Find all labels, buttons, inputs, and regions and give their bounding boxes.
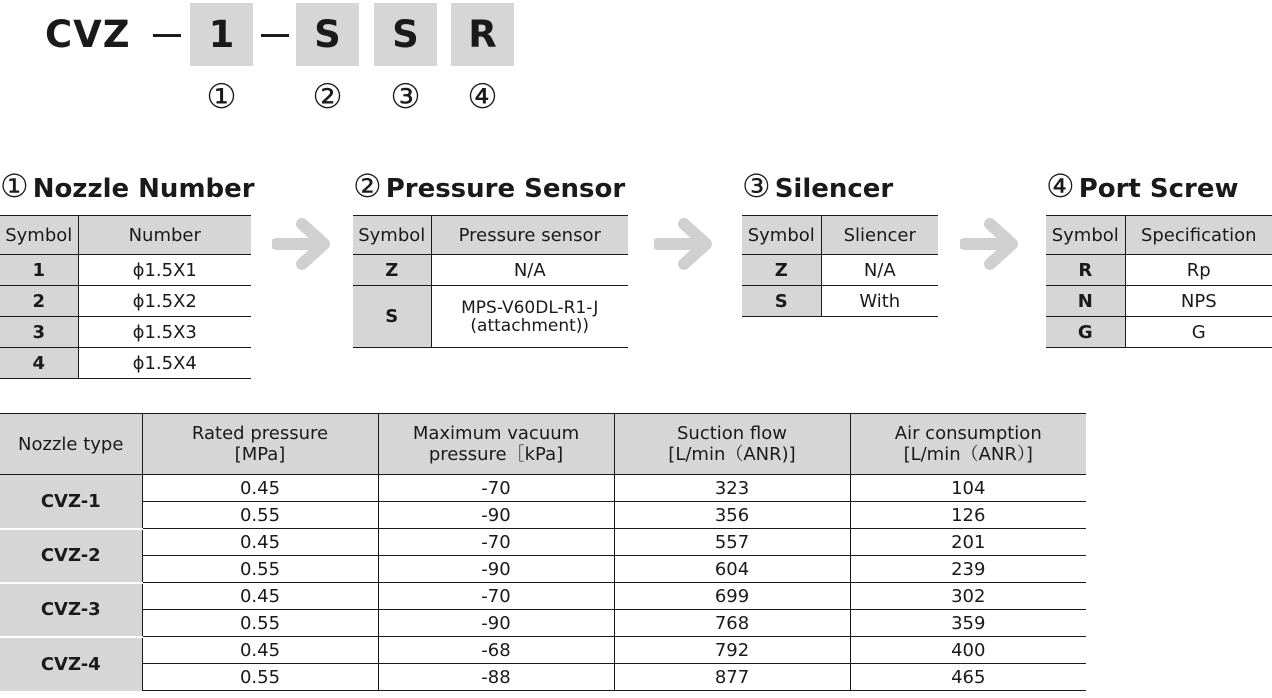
symbol-cell: 4	[0, 348, 78, 379]
rated-pressure-cell: 0.45	[142, 583, 378, 610]
header-line: pressure［kPa]	[428, 444, 564, 465]
column-header-nozzle-type	[0, 414, 142, 475]
value-cell: N/A	[821, 255, 938, 286]
position-number: ②	[312, 77, 343, 117]
column-header: Specification	[1125, 216, 1272, 255]
section-title-port	[1046, 166, 1239, 209]
table-row	[1046, 317, 1272, 348]
table-row	[0, 610, 1086, 637]
value-cell: With	[821, 286, 938, 317]
symbol-cell: 3	[0, 317, 78, 348]
position-number: ④	[467, 77, 498, 117]
model-box-nozzle: 1	[190, 3, 253, 66]
suction-flow-cell: 604	[614, 556, 850, 583]
value-cell: ϕ1.5X2	[78, 286, 251, 317]
rated-pressure-cell: 0.45	[142, 529, 378, 556]
max-vacuum-cell: -90	[378, 556, 614, 583]
suction-flow-cell: 699	[614, 583, 850, 610]
value-cell: N/A	[431, 255, 628, 286]
symbol-cell: R	[1046, 255, 1125, 286]
max-vacuum-cell: -70	[378, 529, 614, 556]
model-prefix: CVZ	[45, 13, 131, 56]
title-text: Port Screw	[1078, 174, 1239, 204]
table-row	[0, 286, 251, 317]
nozzle-type-cell: CVZ-4	[0, 637, 142, 691]
header-line: [L/min（ANR)]	[668, 444, 796, 465]
air-consumption-cell: 239	[850, 556, 1086, 583]
header-line: [MPa]	[234, 444, 286, 465]
value-cell: NPS	[1125, 286, 1272, 317]
rated-pressure-cell: 0.45	[142, 637, 378, 664]
table-row	[0, 664, 1086, 691]
nozzle-type-cell: CVZ-3	[0, 583, 142, 637]
table-row	[0, 348, 251, 379]
symbol-cell: S	[353, 286, 431, 348]
max-vacuum-cell: -90	[378, 502, 614, 529]
suction-flow-cell: 792	[614, 637, 850, 664]
table-row	[0, 556, 1086, 583]
section-title-silencer	[742, 166, 893, 209]
symbol-cell: 2	[0, 286, 78, 317]
column-header: Sliencer	[821, 216, 938, 255]
arrow-right-icon	[272, 216, 332, 272]
symbol-cell: N	[1046, 286, 1125, 317]
table-row	[0, 255, 251, 286]
title-text: Silencer	[774, 174, 894, 204]
value-cell: ϕ1.5X4	[78, 348, 251, 379]
table-row	[353, 255, 628, 286]
column-header: Pressure sensor	[431, 216, 628, 255]
air-consumption-cell: 201	[850, 529, 1086, 556]
value-cell: G	[1125, 317, 1272, 348]
circle-number: ②	[353, 167, 382, 205]
arrow-right-icon	[654, 216, 714, 272]
table-row	[0, 637, 1086, 664]
air-consumption-cell: 400	[850, 637, 1086, 664]
nozzle-type-cell: CVZ-1	[0, 475, 142, 529]
value-cell	[431, 286, 628, 348]
air-consumption-cell: 302	[850, 583, 1086, 610]
suction-flow-cell: 877	[614, 664, 850, 691]
rated-pressure-cell: 0.55	[142, 556, 378, 583]
max-vacuum-cell: -70	[378, 475, 614, 502]
title-text: Pressure Sensor	[385, 174, 626, 204]
value-line: MPS-V60DL-R1-J	[461, 297, 599, 318]
performance-table	[0, 413, 1086, 691]
symbol-cell: 1	[0, 255, 78, 286]
position-number: ③	[390, 77, 421, 117]
rated-pressure-cell: 0.55	[142, 502, 378, 529]
section-title-sensor	[353, 166, 625, 209]
section-title-nozzle	[0, 166, 255, 209]
table-row	[1046, 255, 1272, 286]
port-screw-table	[1046, 215, 1272, 348]
header-line: Nozzle type	[18, 433, 124, 455]
table-row	[0, 502, 1086, 529]
table-row	[742, 255, 938, 286]
max-vacuum-cell: -68	[378, 637, 614, 664]
header-line: [L/min（ANR）]	[903, 444, 1033, 465]
column-header: Symbol	[0, 216, 78, 255]
title-text: Nozzle Number	[32, 174, 255, 204]
column-header: Symbol	[742, 216, 821, 255]
column-header-max-vacuum	[378, 414, 614, 475]
header-line: Air consumption	[894, 423, 1042, 444]
table-row	[1046, 286, 1272, 317]
air-consumption-cell: 359	[850, 610, 1086, 637]
model-box-sensor: S	[296, 3, 359, 66]
circle-number: ④	[1046, 167, 1075, 205]
column-header-air-consumption	[850, 414, 1086, 475]
column-header: Symbol	[353, 216, 431, 255]
value-cell: ϕ1.5X1	[78, 255, 251, 286]
air-consumption-cell: 126	[850, 502, 1086, 529]
header-line: Maximum vacuum	[412, 423, 580, 444]
column-header-rated-pressure	[142, 414, 378, 475]
rated-pressure-cell: 0.45	[142, 475, 378, 502]
table-row	[0, 529, 1086, 556]
nozzle-number-table	[0, 215, 251, 379]
column-header-suction-flow	[614, 414, 850, 475]
nozzle-type-cell: CVZ-2	[0, 529, 142, 583]
air-consumption-cell: 465	[850, 664, 1086, 691]
rated-pressure-cell: 0.55	[142, 610, 378, 637]
silencer-table	[742, 215, 938, 317]
header-line: Suction flow	[676, 423, 787, 444]
suction-flow-cell: 356	[614, 502, 850, 529]
value-cell: ϕ1.5X3	[78, 317, 251, 348]
arrow-right-icon	[960, 216, 1020, 272]
suction-flow-cell: 768	[614, 610, 850, 637]
model-box-silencer: S	[374, 3, 437, 66]
model-box-port: R	[451, 3, 514, 66]
table-row	[353, 286, 628, 348]
dash	[153, 34, 181, 37]
suction-flow-cell: 557	[614, 529, 850, 556]
suction-flow-cell: 323	[614, 475, 850, 502]
value-line: (attachment))	[470, 315, 590, 336]
air-consumption-cell: 104	[850, 475, 1086, 502]
max-vacuum-cell: -88	[378, 664, 614, 691]
max-vacuum-cell: -70	[378, 583, 614, 610]
table-row	[0, 583, 1086, 610]
max-vacuum-cell: -90	[378, 610, 614, 637]
circle-number: ①	[0, 167, 29, 205]
rated-pressure-cell: 0.55	[142, 664, 378, 691]
symbol-cell: Z	[353, 255, 431, 286]
column-header: Number	[78, 216, 251, 255]
pressure-sensor-table	[353, 215, 628, 348]
dash	[261, 34, 289, 37]
symbol-cell: G	[1046, 317, 1125, 348]
symbol-cell: Z	[742, 255, 821, 286]
value-cell: Rp	[1125, 255, 1272, 286]
header-line: Rated pressure	[191, 423, 329, 444]
table-row	[742, 286, 938, 317]
table-row	[0, 475, 1086, 502]
position-number: ①	[206, 77, 237, 117]
table-row	[0, 317, 251, 348]
column-header: Symbol	[1046, 216, 1125, 255]
circle-number: ③	[742, 167, 771, 205]
symbol-cell: S	[742, 286, 821, 317]
